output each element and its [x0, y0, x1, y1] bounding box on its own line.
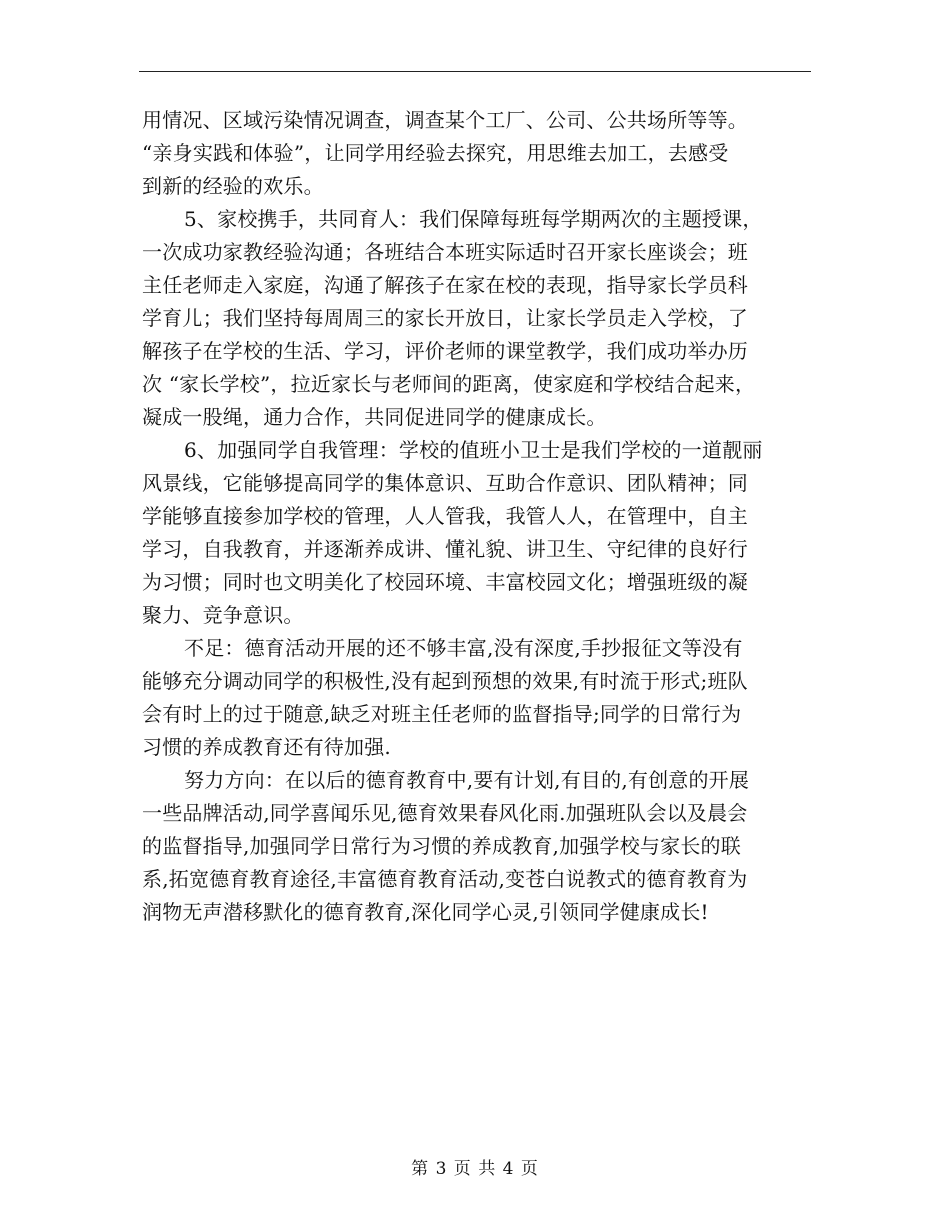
text-line: 主任老师走入家庭，沟通了解孩子在家在校的表现，指导家长学员科 — [142, 273, 748, 297]
page-number-footer: 第 3 页 共 4 页 — [411, 1159, 539, 1179]
paragraph-start-line: 不足：德育活动开展的还不够丰富,没有深度,手抄报征文等没有 — [184, 636, 743, 660]
text-line: “亲身实践和体验”，让同学用经验去探究，用思维去加工，去感受 — [142, 141, 729, 165]
text-line: 解孩子在学校的生活、学习，评价老师的课堂教学，我们成功举办历 — [142, 339, 748, 363]
text-line: 学能够直接参加学校的管理，人人管我，我管人人，在管理中，自主 — [142, 504, 748, 528]
header-rule — [139, 71, 811, 72]
text-line: 一次成功家教经验沟通；各班结合本班实际适时召开家长座谈会；班 — [142, 240, 748, 264]
text-line: 能够充分调动同学的积极性,没有起到预想的效果,有时流于形式;班队 — [142, 669, 748, 693]
text-line: 学育儿；我们坚持每周周三的家长开放日，让家长学员走入学校，了 — [142, 306, 748, 330]
text-line: 聚力、竞争意识。 — [142, 603, 304, 627]
text-line: 次 “家长学校”，拉近家长与老师间的距离，使家庭和学校结合起来， — [142, 372, 756, 396]
paragraph-start-line: 5、家校携手，共同育人：我们保障每班每学期两次的主题授课， — [184, 207, 763, 231]
text-line: 系,拓宽德育教育途径,丰富德育教育活动,变苍白说教式的德育教育为 — [142, 867, 748, 891]
text-line: 风景线，它能够提高同学的集体意识、互助合作意识、团队精神；同 — [142, 471, 748, 495]
text-line: 会有时上的过于随意,缺乏对班主任老师的监督指导;同学的日常行为 — [142, 702, 742, 726]
paragraph-start-line: 努力方向：在以后的德育教育中,要有计划,有目的,有创意的开展 — [184, 768, 750, 792]
document-body — [142, 104, 810, 929]
text-line: 的监督指导,加强同学日常行为习惯的养成教育,加强学校与家长的联 — [142, 834, 741, 858]
text-line: 习惯的养成教育还有待加强. — [142, 735, 391, 759]
text-line: 凝成一股绳，通力合作，共同促进同学的健康成长。 — [142, 405, 607, 429]
text-line: 学习，自我教育，并逐渐养成讲、懂礼貌、讲卫生、守纪律的良好行 — [142, 537, 748, 561]
text-line: 润物无声潜移默化的德育教育,深化同学心灵,引领同学健康成长! — [142, 900, 709, 924]
text-line: 为习惯；同时也文明美化了校园环境、丰富校园文化；增强班级的凝 — [142, 570, 748, 594]
text-line: 一些品牌活动,同学喜闻乐见,德育效果春风化雨.加强班队会以及晨会 — [142, 801, 748, 825]
paragraph-start-line: 6、加强同学自我管理：学校的值班小卫士是我们学校的一道靓丽 — [184, 438, 763, 462]
text-line: 用情况、区域污染情况调查，调查某个工厂、公司、公共场所等等。 — [142, 108, 748, 132]
text-line: 到新的经验的欢乐。 — [142, 174, 324, 198]
